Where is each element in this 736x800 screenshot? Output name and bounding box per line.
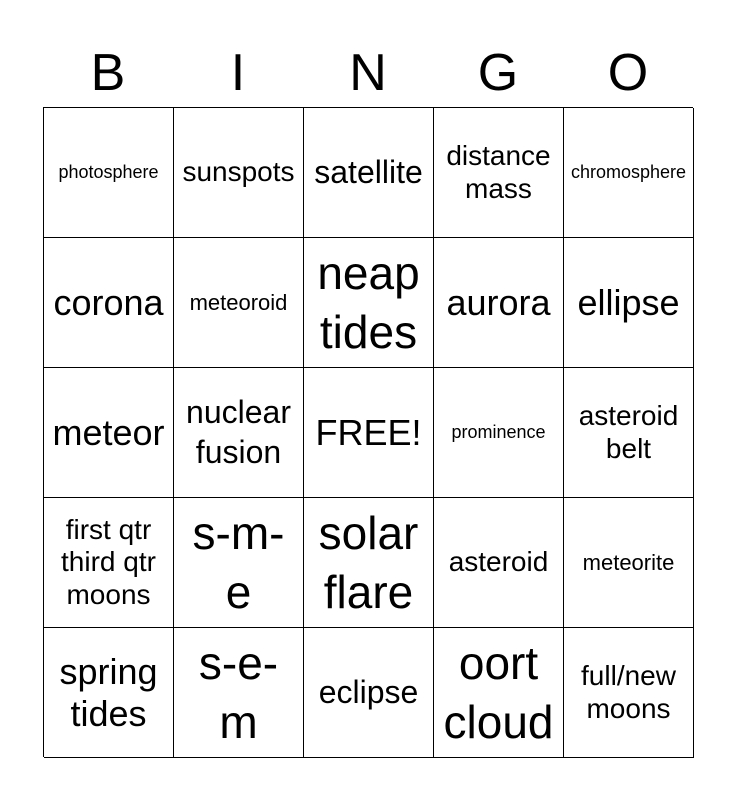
bingo-cell-r2c2[interactable]: meteoroid — [174, 238, 304, 368]
bingo-cell-r5c4[interactable]: oort cloud — [434, 628, 564, 758]
bingo-board — [43, 107, 693, 757]
bingo-cell-r5c1[interactable]: spring tides — [44, 628, 174, 758]
bingo-cell-r3c1[interactable]: meteor — [44, 368, 174, 498]
bingo-cell-r5c5[interactable]: full/new moons — [564, 628, 694, 758]
bingo-cell-r5c3[interactable]: eclipse — [304, 628, 434, 758]
bingo-cell-r1c3[interactable]: satellite — [304, 108, 434, 238]
bingo-cell-r1c4[interactable]: distance mass — [434, 108, 564, 238]
bingo-cell-r2c1[interactable]: corona — [44, 238, 174, 368]
header-letter-i: I — [230, 44, 246, 102]
bingo-cell-r1c1[interactable]: photosphere — [44, 108, 174, 238]
header-letter-o: O — [607, 44, 649, 102]
bingo-cell-r4c3[interactable]: solar flare — [304, 498, 434, 628]
bingo-cell-r3c4[interactable]: prominence — [434, 368, 564, 498]
bingo-cell-r2c3[interactable]: neap tides — [304, 238, 434, 368]
bingo-cell-r4c2[interactable]: s-m- e — [174, 498, 304, 628]
bingo-cell-r4c1[interactable]: first qtr third qtr moons — [44, 498, 174, 628]
bingo-cell-r3c3-free[interactable]: FREE! — [304, 368, 434, 498]
bingo-cell-r4c5[interactable]: meteorite — [564, 498, 694, 628]
bingo-cell-r2c5[interactable]: ellipse — [564, 238, 694, 368]
bingo-cell-r3c2[interactable]: nuclear fusion — [174, 368, 304, 498]
bingo-cell-r1c2[interactable]: sunspots — [174, 108, 304, 238]
bingo-cell-r5c2[interactable]: s-e- m — [174, 628, 304, 758]
bingo-cell-r2c4[interactable]: aurora — [434, 238, 564, 368]
header-letter-g: G — [477, 44, 519, 102]
header-letter-b: B — [90, 44, 126, 102]
bingo-cell-r1c5[interactable]: chromosphere — [564, 108, 694, 238]
bingo-cell-r3c5[interactable]: asteroid belt — [564, 368, 694, 498]
bingo-cell-r4c4[interactable]: asteroid — [434, 498, 564, 628]
bingo-header — [43, 40, 693, 106]
header-letter-n: N — [349, 44, 387, 102]
